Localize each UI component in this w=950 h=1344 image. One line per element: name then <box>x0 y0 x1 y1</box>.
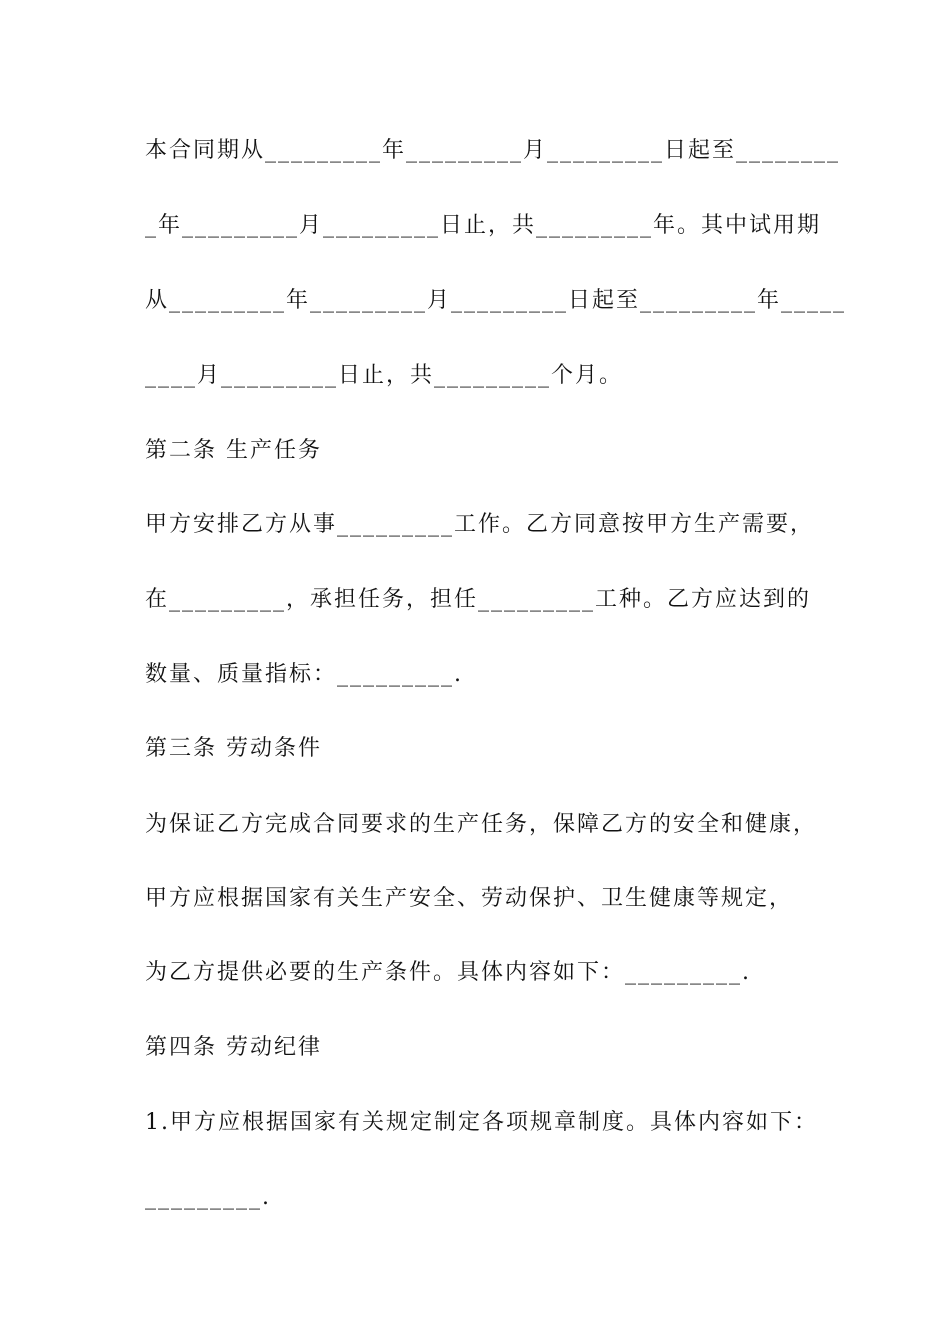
article-2-heading: 第二条 生产任务 <box>145 438 322 463</box>
article-3-line-1: 为保证乙方完成合同要求的生产任务，保障乙方的安全和健康， <box>145 812 818 837</box>
article-4-item-1-line-1: 1.甲方应根据国家有关规定制定各项规章制度。具体内容如下： <box>145 1110 818 1135</box>
article-2-line-2: 在_________，承担任务，担任_________工种。乙方应达到的 <box>145 587 812 612</box>
article-3-line-3: 为乙方提供必要的生产条件。具体内容如下：_________. <box>145 960 751 985</box>
contract-period-line-2: _年_________月_________日止，共_________年。其中试用期 <box>145 213 822 238</box>
article-4-item-1-line-2: _________. <box>145 1185 271 1210</box>
probation-period-line-2: ____月_________日止，共_________个月。 <box>145 363 624 388</box>
probation-period-line-1: 从_________年_________月_________日起至_________年_____ <box>145 288 847 313</box>
article-3-line-2: 甲方应根据国家有关生产安全、劳动保护、卫生健康等规定， <box>145 886 794 911</box>
article-3-heading: 第三条 劳动条件 <box>145 736 322 761</box>
contract-period-line-1: 本合同期从_________年_________月_________日起至________ <box>145 138 841 163</box>
article-2-line-1: 甲方安排乙方从事_________工作。乙方同意按甲方生产需要， <box>145 512 815 537</box>
article-4-heading: 第四条 劳动纪律 <box>145 1035 322 1060</box>
article-2-line-3: 数量、质量指标：_________. <box>145 662 463 687</box>
